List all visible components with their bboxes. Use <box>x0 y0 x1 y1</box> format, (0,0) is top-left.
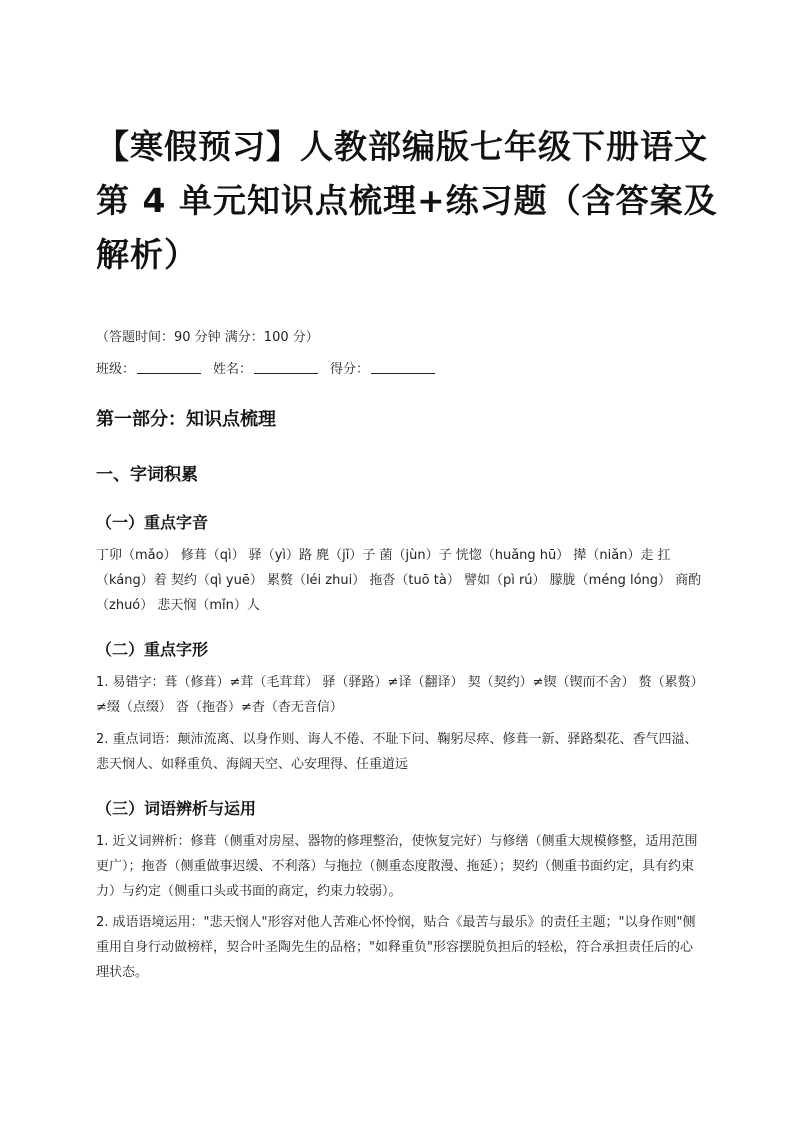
sub3-paragraph-1: 1. 近义词辨析：修葺（侧重对房屋、器物的修理整治，使恢复完好）与修缮（侧重大规模修整，适用范围更广）；拖沓（侧重做事迟缓、不利落）与拖拉（侧重态度散漫、拖延）；契约（侧重书面约定，具有约束力）与约定（侧重口头或书面的商定，约束力较弱）。 <box>96 834 698 899</box>
name-blank <box>254 361 318 374</box>
score-blank <box>371 361 435 374</box>
class-label: 班级： <box>96 362 136 377</box>
sub2-paragraph-1: 1. 易错字：葺（修葺）≠茸（毛茸茸） 驿（驿路）≠译（翻译） 契（契约）≠锲（锲而不舍） 赘（累赘）≠缀（点缀） 沓（拖沓）≠杳（杳无音信） <box>96 675 698 715</box>
student-info-row <box>96 358 447 377</box>
sub3-heading: （三）词语辨析与运用 <box>96 799 257 818</box>
section1-heading: 一、字词积累 <box>96 465 198 485</box>
exam-meta: （答题时间：90 分钟 满分：100 分） <box>96 330 319 345</box>
sub1-heading: （一）重点字音 <box>96 513 209 532</box>
sub2-heading: （二）重点字形 <box>96 640 209 659</box>
sub3-paragraph-2: 2. 成语语境运用："悲天悯人"形容对他人苦难心怀怜悯，贴合《最苦与最乐》的责任主题；"以身作则"侧重用自身行动做榜样，契合叶圣陶先生的品格；"如释重负"形容摆脱负担后的轻松，符合承担责任后的心理状态。 <box>96 915 696 980</box>
name-label: 姓名： <box>213 362 253 377</box>
sub1-text: 丁卯（mǎo） 修葺（qì） 驿（yì）路 麂（jǐ）子 菌（jùn）子 恍惚（huǎng hū） 撵（niǎn）走 扛（káng）着 契约（qì yuē） 累赘（léi zhui） 拖沓（tuō tà） 譬如（pì rú） 朦胧（méng lóng） 商酌（zhuó） 悲天悯（mǐn）人 <box>96 548 702 613</box>
class-blank <box>137 361 201 374</box>
sub2-paragraph-2: 2. 重点词语：颠沛流离、以身作则、诲人不倦、不耻下问、鞠躬尽瘁、修葺一新、驿路梨花、香气四溢、悲天悯人、如释重负、海阔天空、心安理得、任重道远 <box>96 732 698 772</box>
score-label: 得分： <box>330 362 370 377</box>
document-title: 【寒假预习】人教部编版七年级下册语文第 4 单元知识点梳理+练习题（含答案及解析） <box>96 127 718 274</box>
part1-heading: 第一部分：知识点梳理 <box>96 409 276 430</box>
